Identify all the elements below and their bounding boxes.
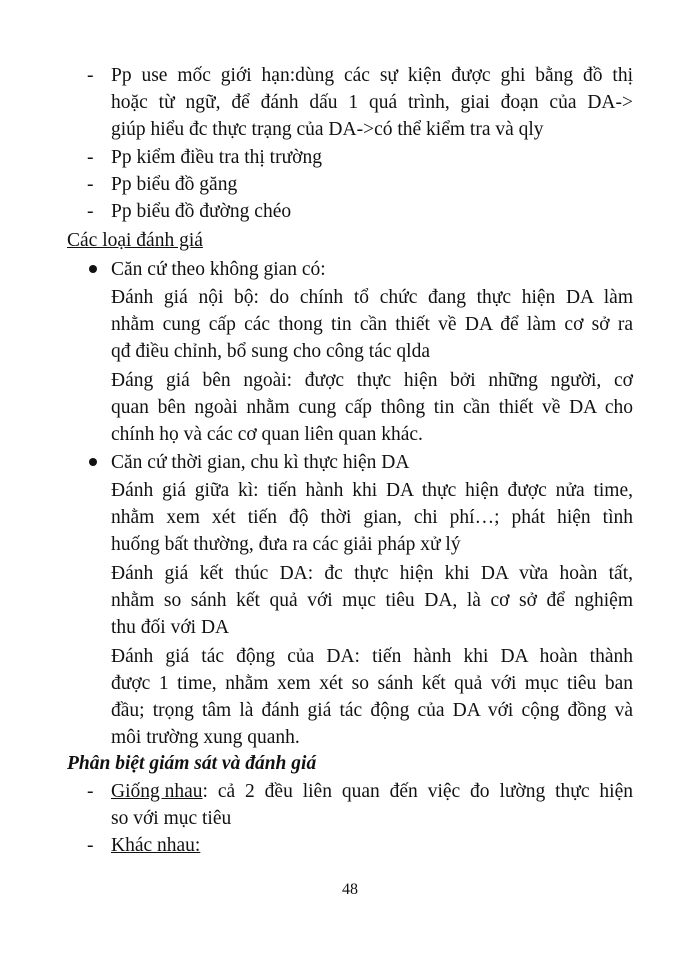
page-number: 48 bbox=[342, 881, 358, 898]
paragraph-line: quan bên ngoài nhằm cung cấp thông tin cần thiết về DA cho bbox=[111, 397, 633, 418]
method-line: giúp hiểu đc thực trạng của DA->có thể kiểm tra và qly bbox=[111, 119, 544, 140]
paragraph-line: Đáng giá bên ngoài: được thực hiện bởi những người, cơ bbox=[111, 370, 633, 391]
method-line: Pp biểu đồ găng bbox=[111, 174, 238, 195]
method-line: hoặc từ ngữ, để đánh dấu 1 quá trình, giai đoạn của DA-> bbox=[111, 92, 633, 113]
comparison-heading: Phân biệt giám sát và đánh giá bbox=[67, 753, 317, 774]
paragraph-line: Đánh giá kết thúc DA: đc thực hiện khi DA vừa hoàn tất, bbox=[111, 563, 633, 584]
bullet-heading: Căn cứ thời gian, chu kì thực hiện DA bbox=[111, 452, 410, 473]
similar-text-cont: so với mục tiêu bbox=[111, 808, 232, 829]
paragraph-line: huống bất thường, đưa ra các giải pháp xử lý bbox=[111, 534, 461, 555]
paragraph-line: qđ điều chỉnh, bổ sung cho công tác qlda bbox=[111, 341, 430, 362]
dash-marker: - bbox=[87, 201, 94, 222]
paragraph-line: Đánh giá giữa kì: tiến hành khi DA thực hiện được nửa time, bbox=[111, 480, 633, 501]
bullet-icon bbox=[89, 458, 97, 466]
dash-marker: - bbox=[87, 147, 94, 168]
dash-marker: - bbox=[87, 174, 94, 195]
similar-label: Giống nhau bbox=[111, 781, 203, 802]
similar-line bbox=[111, 778, 633, 805]
paragraph-line: đầu; trọng tâm là đánh giá tác động của DA với cộng đồng và bbox=[111, 700, 633, 721]
dash-marker: - bbox=[87, 65, 94, 86]
paragraph-line: chính họ và các cơ quan liên quan khác. bbox=[111, 424, 423, 445]
paragraph-line: Đánh giá nội bộ: do chính tổ chức đang thực hiện DA làm bbox=[111, 287, 633, 308]
paragraph-line: nhằm cung cấp các thong tin cần thiết về DA để làm cơ sở ra bbox=[111, 314, 633, 335]
bullet-icon bbox=[89, 265, 97, 273]
dash-marker: - bbox=[87, 781, 94, 802]
similar-text: : cả 2 đều liên quan đến việc đo lường thực hiện bbox=[202, 781, 633, 802]
paragraph-line: được 1 time, nhằm xem xét so sánh kết quả với mục tiêu ban bbox=[111, 673, 633, 694]
paragraph-line: nhằm xem xét tiến độ thời gian, chi phí…; phát hiện tình bbox=[111, 507, 633, 528]
method-line: Pp kiểm điều tra thị trường bbox=[111, 147, 322, 168]
method-line: Pp biểu đồ đường chéo bbox=[111, 201, 292, 222]
section-heading: Các loại đánh giá bbox=[67, 230, 203, 251]
method-line: Pp use mốc giới hạn:dùng các sự kiện được ghi bằng đồ thị bbox=[111, 65, 633, 86]
different-label: Khác nhau: bbox=[111, 835, 201, 856]
paragraph-line: Đánh giá tác động của DA: tiến hành khi DA hoàn thành bbox=[111, 646, 633, 667]
paragraph-line: môi trường xung quanh. bbox=[111, 727, 300, 748]
paragraph-line: thu đối với DA bbox=[111, 617, 230, 638]
dash-marker: - bbox=[87, 835, 94, 856]
bullet-heading: Căn cứ theo không gian có: bbox=[111, 259, 326, 280]
paragraph-line: nhằm so sánh kết quả với mục tiêu DA, là cơ sở để nghiệm bbox=[111, 590, 633, 611]
